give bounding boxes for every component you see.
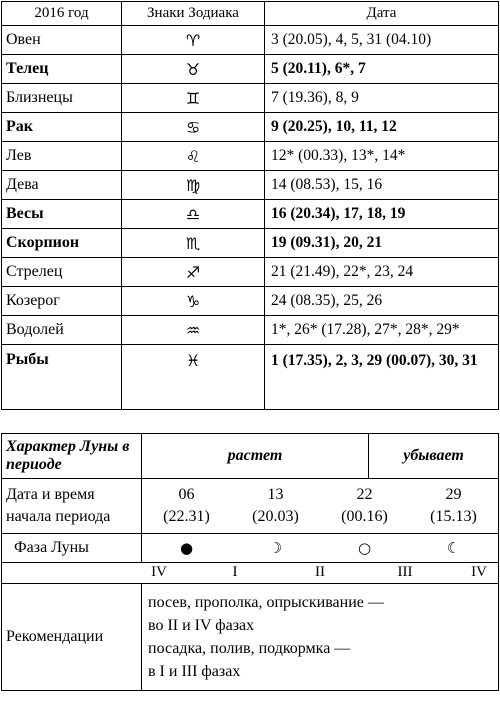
zodiac-sign-icon: ♈ — [122, 26, 265, 55]
period-time: (22.31) — [163, 508, 210, 525]
full-moon-icon: ● — [179, 539, 194, 557]
sign-name: Дева — [2, 171, 122, 200]
sign-name: Близнецы — [2, 84, 122, 113]
sign-dates: 7 (19.36), 8, 9 — [265, 84, 499, 113]
zodiac-row — [2, 171, 499, 200]
sign-name: Овен — [2, 26, 122, 55]
recommendations-text — [142, 584, 499, 691]
zodiac-table — [1, 1, 499, 410]
waning-label: убывает — [369, 434, 499, 479]
first-quarter-icon: ☽ — [268, 539, 283, 557]
zodiac-sign-icon: ♊ — [122, 84, 265, 113]
sign-name: Скорпион — [2, 229, 122, 258]
sign-dates: 19 (09.31), 20, 21 — [265, 229, 499, 258]
sign-name: Телец — [2, 55, 122, 84]
sign-dates: 12* (00.33), 13*, 14* — [265, 142, 499, 171]
period-day: 29 — [445, 486, 462, 503]
waxing-label: растет — [142, 434, 369, 479]
recommendations-label: Рекомендации — [2, 584, 142, 691]
zodiac-row — [2, 287, 499, 316]
recommend-line: посадка, полив, подкормка — — [148, 640, 351, 657]
quarter-label: IV — [151, 564, 167, 580]
sign-dates: 9 (20.25), 10, 11, 12 — [265, 113, 499, 142]
datetime-values — [142, 479, 499, 534]
recommend-line: посев, прополка, опрыскивание — — [148, 594, 384, 611]
zodiac-sign-icon: ♏ — [122, 229, 265, 258]
sign-dates: 14 (08.53), 15, 16 — [265, 171, 499, 200]
zodiac-sign-icon: ♍ — [122, 171, 265, 200]
period-3 — [320, 484, 409, 528]
sign-dates: 1*, 26* (17.28), 27*, 28*, 29* — [265, 316, 499, 345]
period-2 — [231, 484, 320, 528]
period-time: (00.16) — [341, 508, 388, 525]
zodiac-row — [2, 200, 499, 229]
zodiac-sign-icon: ♎ — [122, 200, 265, 229]
quarter-label: III — [397, 564, 413, 580]
period-time: (15.13) — [430, 508, 477, 525]
datetime-label — [2, 479, 142, 534]
recommendations-row — [2, 584, 499, 691]
moon-datetime-row — [2, 479, 499, 534]
sign-name: Рыбы — [2, 345, 122, 410]
zodiac-row — [2, 113, 499, 142]
moon-phase-row — [2, 534, 499, 563]
period-4 — [409, 484, 498, 528]
sign-dates: 16 (20.34), 17, 18, 19 — [265, 200, 499, 229]
sign-dates: 5 (20.11), 6*, 7 — [265, 55, 499, 84]
sign-name: Козерог — [2, 287, 122, 316]
zodiac-row — [2, 229, 499, 258]
zodiac-sign-icon: ♒ — [122, 316, 265, 345]
zodiac-sign-icon: ♓ — [122, 345, 265, 410]
period-day: 13 — [267, 486, 284, 503]
quarter-label: IV — [471, 564, 487, 580]
zodiac-row — [2, 26, 499, 55]
moon-character-label: Характер Луны в периоде — [2, 434, 142, 479]
header-year: 2016 год — [2, 2, 122, 26]
period-day: 06 — [178, 486, 195, 503]
phase-label: Фаза Луны — [2, 534, 142, 563]
header-date: Дата — [265, 2, 499, 26]
moon-table — [1, 433, 499, 691]
sign-name: Рак — [2, 113, 122, 142]
zodiac-sign-icon: ♑ — [122, 287, 265, 316]
sign-name: Весы — [2, 200, 122, 229]
sign-dates: 3 (20.05), 4, 5, 31 (04.10) — [265, 26, 499, 55]
period-day: 22 — [356, 486, 373, 503]
phase-icons — [142, 534, 499, 563]
new-moon-icon: ○ — [357, 539, 372, 557]
quarter-cell — [2, 563, 499, 584]
sign-name: Водолей — [2, 316, 122, 345]
quarter-label: II — [315, 564, 325, 580]
sign-dates: 24 (08.35), 25, 26 — [265, 287, 499, 316]
sign-dates: 21 (21.49), 22*, 23, 24 — [265, 258, 499, 287]
zodiac-sign-icon: ♌ — [122, 142, 265, 171]
quarter-label: I — [232, 564, 238, 580]
zodiac-row — [2, 345, 499, 410]
datetime-label-text: Дата и время начала периода — [6, 486, 111, 525]
zodiac-row — [2, 316, 499, 345]
zodiac-sign-icon: ♐ — [122, 258, 265, 287]
zodiac-row — [2, 258, 499, 287]
last-quarter-icon: ☾ — [446, 539, 461, 557]
period-1 — [142, 484, 231, 528]
period-time: (20.03) — [252, 508, 299, 525]
sign-name: Лев — [2, 142, 122, 171]
sign-name: Стрелец — [2, 258, 122, 287]
sign-dates: 1 (17.35), 2, 3, 29 (00.07), 30, 31 — [265, 345, 499, 410]
zodiac-row — [2, 55, 499, 84]
recommend-line: в I и III фазах — [148, 663, 241, 680]
header-signs: Знаки Зодиака — [122, 2, 265, 26]
zodiac-header-row — [2, 2, 499, 26]
moon-header-row — [2, 434, 499, 479]
quarter-row — [2, 563, 499, 584]
zodiac-sign-icon: ♉ — [122, 55, 265, 84]
zodiac-row — [2, 84, 499, 113]
zodiac-sign-icon: ♋ — [122, 113, 265, 142]
zodiac-row — [2, 142, 499, 171]
recommend-line: во II и IV фазах — [148, 617, 255, 634]
